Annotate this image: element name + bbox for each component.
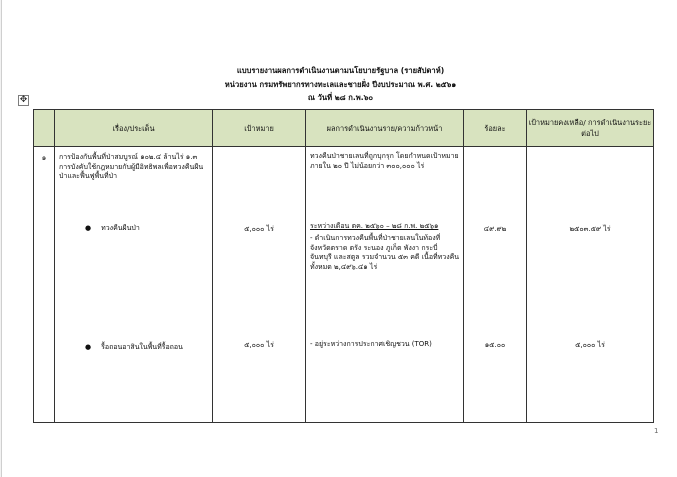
page-number: 1 [654, 427, 659, 435]
bullet-icon: ● [85, 224, 92, 232]
progress-detail: - อยู่ระหว่างการประกาศเชิญชวน (TOR) [310, 340, 432, 348]
issue-title: การป้องกันพื้นที่ป่าสมบูรณ์ ๑๐๒.๔ ล้านไร่ ๑.๓ การบังคับใช้กฎหมายกับผู้มีอิทธิพลเพื่อทวงคืนผืนป่าและฟื้นฟูพื้นที่ป่า [59, 153, 204, 180]
header-percent: ร้อยละ [464, 110, 527, 147]
progress-detail: - ดำเนินการทวงคืนพื้นที่ป่าชายเลนในท้องที่จังหวัดตราด ตรัง ระนอง ภูเก็ต พังงา กระบี่ จันทบุรี และสตูล รวมจำนวน ๕๓ คดี เนื้อที่ทวงคืนทั้งหมด ๒,๔๙๖.๔๑ ไร่ [310, 234, 460, 271]
remaining-value: ๕,๐๐๐ ไร่ [575, 341, 605, 349]
row-number-cell [34, 147, 55, 423]
progress-period: ระหว่างเดือน ตค. ๒๕๖๐ – ๒๘ ก.พ. ๒๕๖๑ [310, 222, 439, 230]
issue-cell [55, 147, 213, 423]
report-table [33, 109, 654, 423]
report-title: แบบรายงานผลการดำเนินงานตามนโยบายรัฐบาล (รายสัปดาห์) [236, 66, 445, 75]
bullet-item [85, 342, 183, 353]
table-row [34, 147, 654, 423]
percent-value: ๑๕.๐๐ [484, 341, 506, 349]
document-page [1, 0, 677, 477]
header-remaining: เป้าหมายคงเหลือ/ การดำเนินงานระยะต่อไป [527, 110, 654, 147]
date-line: ณ วันที่ ๒๘ ก.พ.๖๐ [307, 93, 374, 102]
bullet-icon: ● [85, 343, 92, 351]
header-empty [34, 110, 55, 147]
remaining-cell [527, 147, 654, 423]
row-number: ๑ [41, 154, 47, 162]
target-value: ๕,๐๐๐ ไร่ [244, 225, 274, 233]
table-move-handle-icon[interactable]: ✥ [19, 95, 28, 105]
percent-value: ๔๙.๙๒ [483, 225, 507, 233]
header-progress: ผลการดำเนินงานราย/ความก้าวหน้า [306, 110, 464, 147]
remaining-value: ๒๕๐๓.๕๙ ไร่ [569, 225, 611, 233]
percent-cell [464, 147, 527, 423]
bullet-label: ทวงคืนผืนป่า [101, 224, 140, 232]
bullet-item [85, 223, 140, 234]
header-target: เป้าหมาย [213, 110, 306, 147]
target-cell [213, 147, 306, 423]
table-header-row [34, 110, 654, 147]
progress-intro: ทวงคืนป่าชายเลนที่ถูกบุกรุก โดยกำหนดเป้าหมายภายใน ๒๐ ปี ไม่น้อยกว่า ๓๐๐,๐๐๐ ไร่ [310, 152, 459, 170]
header-issue: เรื่อง/ประเด็น [55, 110, 213, 147]
target-value: ๕,๐๐๐ ไร่ [244, 341, 274, 349]
progress-cell [306, 147, 464, 423]
agency-line: หน่วยงาน กรมทรัพยากรทางทะเลและชายฝั่ง ปีงบประมาณ พ.ศ. ๒๕๖๑ [224, 80, 457, 89]
bullet-label: รื้อถอนอาสินในพื้นที่รื้อถอน [101, 343, 183, 351]
